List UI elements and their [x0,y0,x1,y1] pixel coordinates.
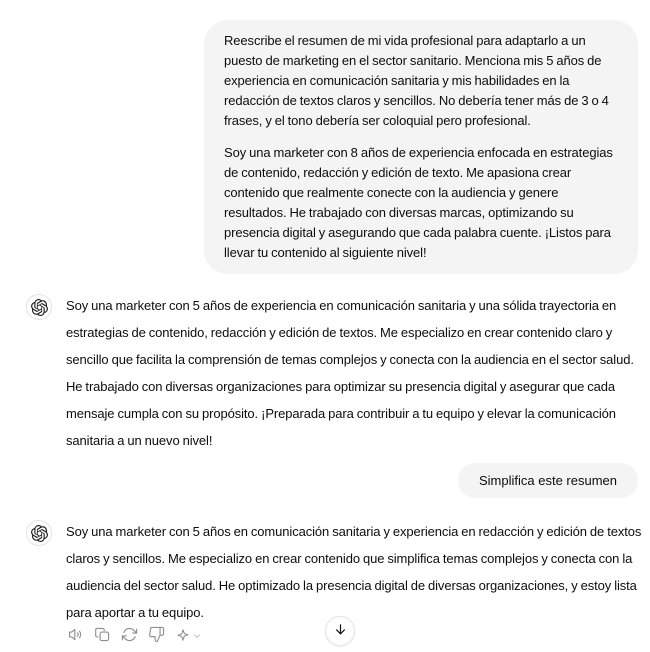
assistant-avatar [26,294,52,320]
read-aloud-button[interactable] [64,626,86,646]
message-action-bar [64,626,204,646]
assistant-message [26,292,642,454]
user-message-paragraph: Soy una marketer con 8 años de experiencia enfocada en estrategias de contenido, redacción y edición de texto. Me apasiona crear contenido que realmente conecte con la audiencia y genere resultados. He trabajado con diversas marcas, optimizando su presencia digital y asegurando que cada palabra cuente. ¡Listos para llevar tu contenido al siguiente nivel! [224,145,613,260]
copy-button[interactable] [91,626,113,646]
assistant-message-text: Soy una marketer con 5 años en comunicación sanitaria y experiencia en redacción y edición de textos claros y sencillos. Me especializo en crear contenido que simplifica temas complejos y conecta con la audiencia del sector salud. He optimizado la presencia digital de diversas organizaciones, y estoy lista para aportar a tu equipo. [66,524,642,620]
copy-icon [94,626,111,646]
switch-model-button[interactable] [172,626,204,646]
scroll-to-bottom-button[interactable] [325,616,355,646]
thumbs-down-button[interactable] [145,626,167,646]
regenerate-button[interactable] [118,626,140,646]
assistant-message-text: Soy una marketer con 5 años de experiencia en comunicación sanitaria y una sólida trayectoria en estrategias de contenido, redacción y edición de textos. Me especializo en crear contenido claro y sencillo que facilita la comprensión de temas complejos y conecta con la audiencia en el sector salud. He trabajado con diversas organizaciones para optimizar su presencia digital y asegurar que cada mensaje cumpla con su propósito. ¡Preparada para contribuir a tu equipo y elevar la comunicación sanitaria a un nuevo nivel! [66,298,634,448]
arrow-down-icon [333,622,348,640]
thumbs-down-icon [148,626,165,646]
switch-model-icon [175,627,191,646]
assistant-message [26,518,642,626]
user-message-bubble: Simplifica este resumen [458,463,638,498]
user-message-paragraph: Reescribe el resumen de mi vida profesional para adaptarlo a un puesto de marketing en el sector sanitario. Menciona mis 5 años de experiencia en comunicación sanitaria y mis habilidades en la redacción de textos claros y sencillos. No debería tener más de 3 o 4 frases, y el tono debería ser coloquial pero profesional. [224,33,609,128]
chevron-down-icon [192,631,202,641]
user-message-bubble [204,20,638,274]
read-aloud-icon [67,626,84,646]
assistant-avatar [26,520,52,546]
regenerate-icon [121,626,138,646]
openai-logo-icon [31,525,48,542]
openai-logo-icon [31,299,48,316]
